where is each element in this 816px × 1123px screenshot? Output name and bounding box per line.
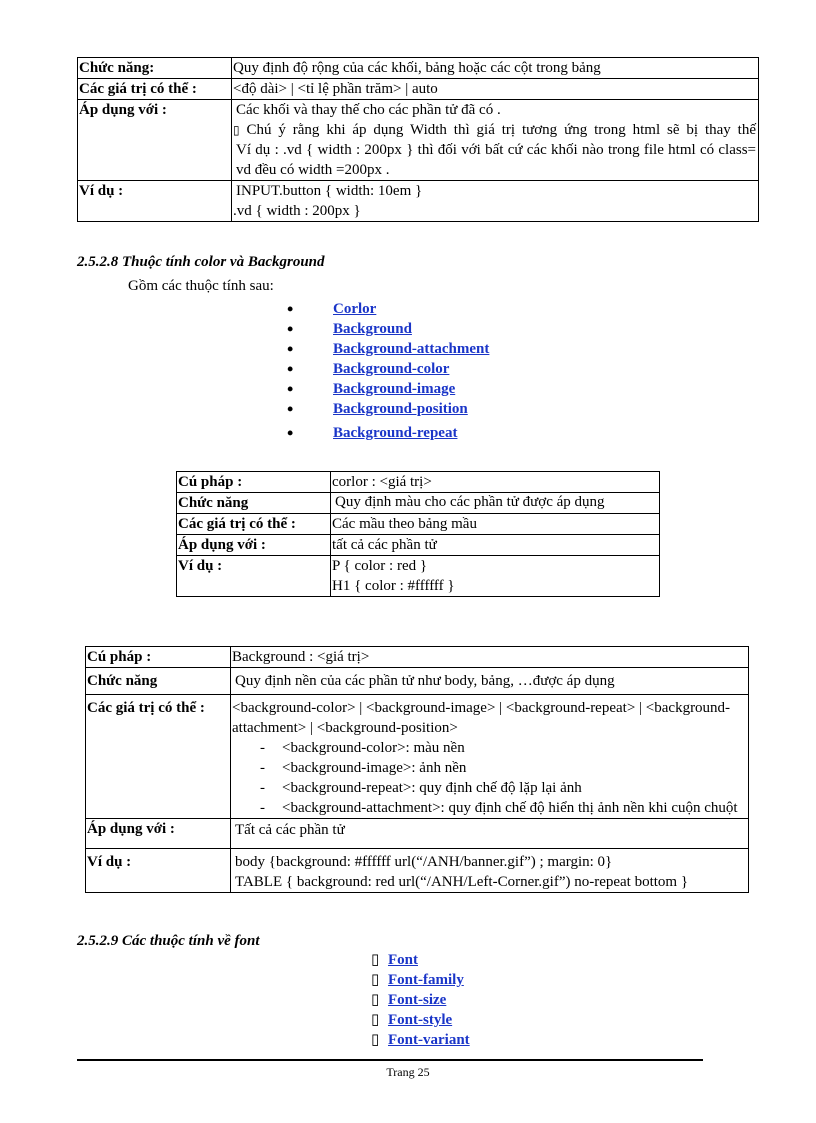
row-value: corlor : <giá trị> xyxy=(331,472,660,493)
table-row xyxy=(177,535,660,556)
link-font-family[interactable]: Font-family xyxy=(388,972,464,988)
table-row xyxy=(86,647,749,668)
width-property-table xyxy=(77,57,759,222)
background-property-table xyxy=(85,646,749,893)
list-item xyxy=(287,339,489,359)
table-row xyxy=(177,556,660,597)
row-label: Cú pháp : xyxy=(86,647,231,668)
section-heading-color: 2.5.2.8 Thuộc tính color và Background xyxy=(77,254,325,270)
value-line: .vd { width : 200px } xyxy=(233,203,361,219)
link-background-repeat[interactable]: Background-repeat xyxy=(333,425,458,441)
row-label: Áp dụng với : xyxy=(177,535,331,556)
table-row xyxy=(86,849,749,893)
square-bullet-icon: ▯ xyxy=(233,123,240,137)
row-value xyxy=(232,181,759,222)
row-value: <độ dài> | <tỉ lệ phần trăm> | auto xyxy=(232,79,759,100)
link-font-style[interactable]: Font-style xyxy=(388,1012,453,1028)
row-value: Background : <giá trị> xyxy=(231,647,749,668)
row-value: Quy định nền của các phần tử như body, bảng, …được áp dụng xyxy=(231,668,749,695)
value-line: Ví dụ : .vd { width : 200px } thì đối với bất cứ các khối nào trong file html có class= vd đều có width =200px . xyxy=(236,142,756,178)
row-label: Các giá trị có thể : xyxy=(177,514,331,535)
table-row xyxy=(177,472,660,493)
row-value xyxy=(331,556,660,597)
row-value: tất cả các phần tử xyxy=(331,535,660,556)
footer-divider xyxy=(77,1059,703,1061)
table-row xyxy=(78,181,759,222)
value-line: TABLE { background: red url(“/ANH/Left-Corner.gif”) no-repeat bottom } xyxy=(235,874,689,890)
list-item xyxy=(287,319,489,339)
list-item xyxy=(287,379,489,399)
list-item: - <background-attachment>: quy định chế độ hiển thị ảnh nền khi cuộn chuột xyxy=(232,798,746,818)
link-background-position[interactable]: Background-position xyxy=(333,401,468,417)
table-row xyxy=(78,100,759,181)
value-line-note: ▯ Chú ý rằng khi áp dụng Width thì giá trị tương ứng trong html sẽ bị thay thế xyxy=(233,122,756,138)
table-row xyxy=(86,668,749,695)
row-label: Chức năng xyxy=(177,493,331,514)
row-value: Quy định màu cho các phần tử được áp dụng xyxy=(331,493,660,514)
row-value: Quy định độ rộng của các khối, bảng hoặc các cột trong bảng xyxy=(232,58,759,79)
link-background[interactable]: Background xyxy=(333,321,412,337)
row-label: Chức năng: xyxy=(78,58,232,79)
row-value xyxy=(231,849,749,893)
link-corlor[interactable]: Corlor xyxy=(333,301,377,317)
table-row xyxy=(86,695,749,819)
list-item xyxy=(371,990,470,1010)
link-font[interactable]: Font xyxy=(388,952,418,968)
list-item xyxy=(287,399,489,419)
square-bullet-icon: ▯ xyxy=(371,992,380,1008)
table-row xyxy=(86,819,749,849)
list-item xyxy=(371,1010,470,1030)
row-value: Tất cả các phần tử xyxy=(231,819,749,849)
value-line: INPUT.button { width: 10em } xyxy=(236,183,423,199)
value-line: P { color : red } xyxy=(332,558,428,574)
row-label: Ví dụ : xyxy=(177,556,331,597)
row-label: Các giá trị có thể : xyxy=(78,79,232,100)
page-number: Trang 25 xyxy=(386,1065,430,1079)
row-label: Cú pháp : xyxy=(177,472,331,493)
row-label: Chức năng xyxy=(86,668,231,695)
link-font-variant[interactable]: Font-variant xyxy=(388,1032,470,1048)
list-item xyxy=(371,1030,470,1050)
font-property-list xyxy=(371,950,470,1050)
link-font-size[interactable]: Font-size xyxy=(388,992,447,1008)
row-value xyxy=(232,100,759,181)
list-item: - <background-image>: ảnh nền xyxy=(232,758,746,778)
link-background-image[interactable]: Background-image xyxy=(333,381,456,397)
row-value: Các mầu theo bảng mầu xyxy=(331,514,660,535)
list-item xyxy=(287,423,489,443)
list-item xyxy=(287,299,489,319)
link-background-attachment[interactable]: Background-attachment xyxy=(333,341,490,357)
list-item xyxy=(371,950,470,970)
color-property-list xyxy=(287,299,489,443)
row-value xyxy=(231,695,749,819)
square-bullet-icon: ▯ xyxy=(371,972,380,988)
row-label: Áp dụng với : xyxy=(78,100,232,181)
row-label: Áp dụng với : xyxy=(86,819,231,849)
list-item: - <background-color>: màu nền xyxy=(232,738,746,758)
section-heading-font: 2.5.2.9 Các thuộc tính về font xyxy=(77,933,260,949)
value-line: body {background: #ffffff url(“/ANH/banner.gif”) ; margin: 0} xyxy=(235,854,613,870)
square-bullet-icon: ▯ xyxy=(371,1012,380,1028)
list-item xyxy=(371,970,470,990)
table-row xyxy=(177,493,660,514)
value-line: H1 { color : #ffffff } xyxy=(332,578,455,594)
table-row xyxy=(78,58,759,79)
link-background-color[interactable]: Background-color xyxy=(333,361,450,377)
row-label: Ví dụ : xyxy=(78,181,232,222)
square-bullet-icon: ▯ xyxy=(371,1032,380,1048)
table-row xyxy=(177,514,660,535)
color-property-table xyxy=(176,471,660,597)
list-item: - <background-repeat>: quy định chế độ lặp lại ảnh xyxy=(232,778,746,798)
table-row xyxy=(78,79,759,100)
list-item xyxy=(287,359,489,379)
row-label: Các giá trị có thể : xyxy=(86,695,231,819)
values-intro: <background-color> | <background-image> | <background-repeat> | <background-attachment> | <background-position> xyxy=(232,700,731,736)
row-label: Ví dụ : xyxy=(86,849,231,893)
value-line: Các khối và thay thế cho các phần tử đã có . xyxy=(236,102,501,118)
square-bullet-icon: ▯ xyxy=(371,952,380,968)
section-intro: Gồm các thuộc tính sau: xyxy=(128,278,274,294)
